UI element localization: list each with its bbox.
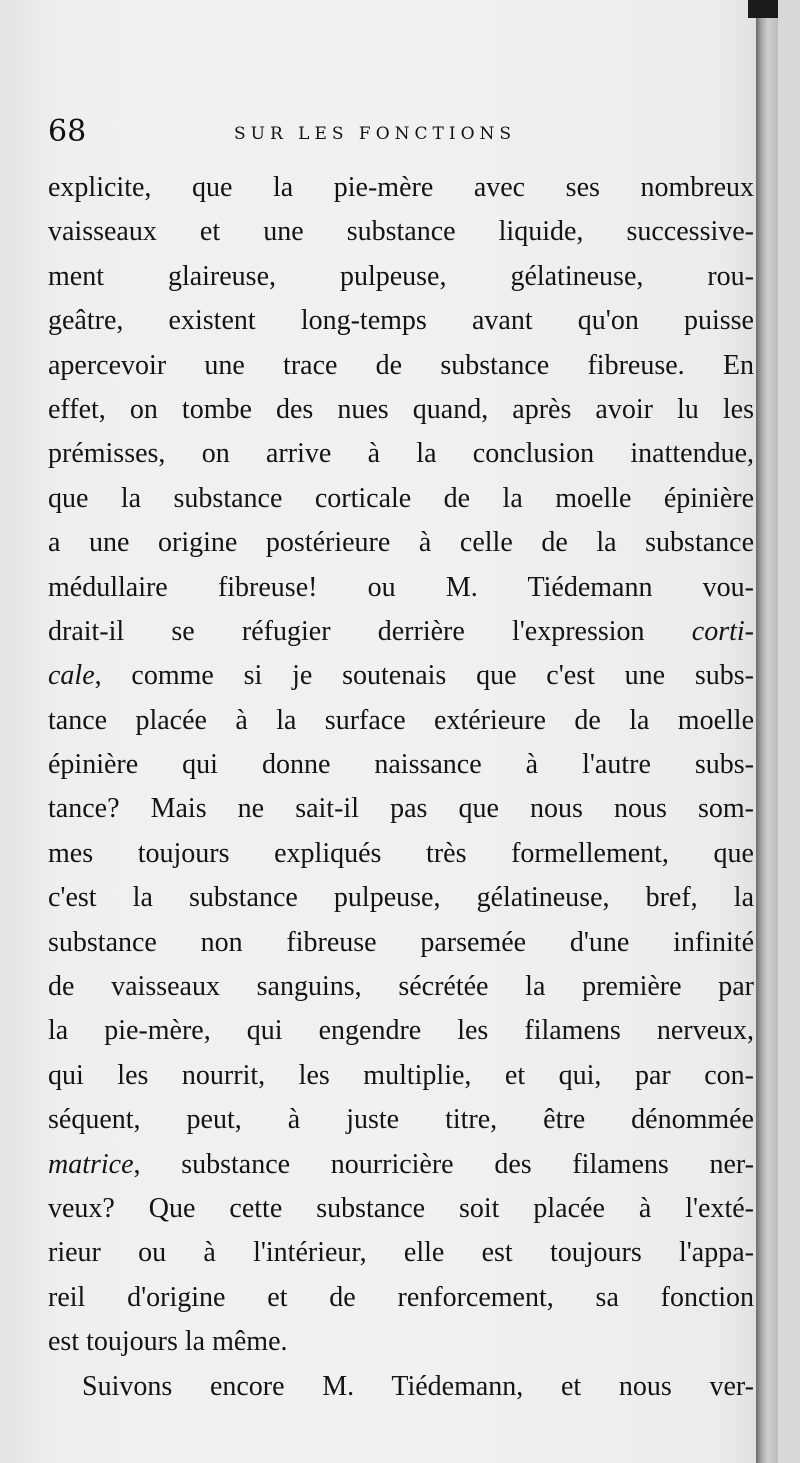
text-line: apercevoir une trace de substance fibreuse. En: [48, 349, 754, 381]
text-line: séquent, peut, à juste titre, être dénommée: [48, 1104, 754, 1136]
text-line: [48, 610, 754, 654]
text-run: , comme si je soutenais que c'est une subs-: [94, 660, 754, 692]
page-gutter-shadow: [756, 0, 778, 1463]
text-line: ment glaireuse, pulpeuse, gélatineuse, rou-: [48, 260, 754, 292]
text-line: épinière qui donne naissance à l'autre subs-: [48, 749, 754, 781]
text-line: médullaire fibreuse! ou M. Tiédemann vou-: [48, 571, 754, 603]
text-line: de vaisseaux sanguins, sécrétée la première par: [48, 971, 754, 1003]
text-line: mes toujours expliqués très formellement, que: [48, 837, 754, 869]
paragraph-last-line: est toujours la même.: [48, 1326, 288, 1358]
text-line: la pie-mère, qui engendre les filamens nerveux,: [48, 1015, 754, 1047]
text-line: explicite, que la pie-mère avec ses nombreux: [48, 172, 754, 203]
page-edge-dark-corner: [748, 0, 778, 18]
page-header: [48, 112, 768, 156]
text-run: drait-il se réfugier derrière l'expression: [48, 615, 692, 647]
text-line: c'est la substance pulpeuse, gélatineuse, bref, la: [48, 882, 754, 914]
text-line: veux? Que cette substance soit placée à l'exté-: [48, 1192, 754, 1224]
body-text: [48, 166, 754, 1409]
text-line: geâtre, existent long-temps avant qu'on puisse: [48, 305, 754, 337]
italic-run: corti-: [691, 615, 754, 647]
text-line: substance non fibreuse parsemée d'une infinité: [48, 926, 754, 958]
text-line: tance placée à la surface extérieure de la moelle: [48, 704, 754, 736]
page-number: 68: [48, 114, 87, 149]
text-line: rieur ou à l'intérieur, elle est toujours l'appa-: [48, 1237, 754, 1269]
text-line: effet, on tombe des nues quand, après avoir lu les: [48, 393, 754, 425]
italic-run: matrice: [48, 1148, 134, 1180]
italic-run: cale: [48, 660, 95, 692]
text-line: prémisses, on arrive à la conclusion inattendue,: [48, 438, 754, 470]
text-line: [48, 654, 754, 698]
text-line: qui les nourrit, les multiplie, et qui, par con-: [48, 1059, 754, 1091]
text-run: , substance nourricière des filamens ner-: [133, 1148, 754, 1180]
text-line: vaisseaux et une substance liquide, successive-: [48, 216, 754, 248]
running-head: SUR LES FONCTIONS: [234, 124, 517, 144]
text-line: reil d'origine et de renforcement, sa fonction: [48, 1281, 754, 1313]
text-line: a une origine postérieure à celle de la substance: [48, 527, 754, 559]
text-line: que la substance corticale de la moelle épinière: [48, 482, 754, 514]
text-line: tance? Mais ne sait-il pas que nous nous som-: [48, 793, 754, 825]
paragraph-first-line: Suivons encore M. Tiédemann, et nous ver-: [82, 1370, 754, 1402]
text-line: [48, 1143, 754, 1187]
